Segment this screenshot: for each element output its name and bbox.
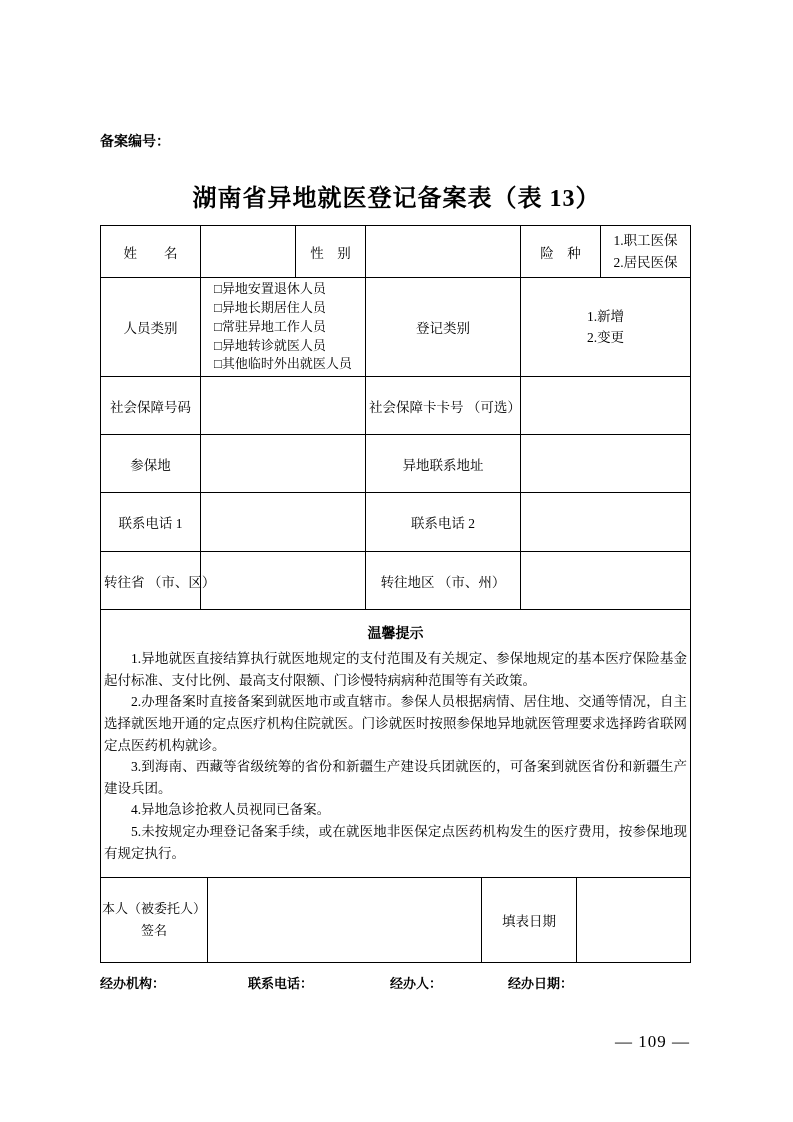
- insurance-option-resident: 2.居民医保: [613, 254, 678, 270]
- handling-info-line: [100, 973, 693, 991]
- remote-address-label: 异地联系地址: [366, 435, 521, 493]
- row-social-security: [101, 377, 691, 435]
- to-province-label: 转往省 （市、区）: [101, 552, 201, 610]
- checkbox-option-retired: □异地安置退休人员: [214, 281, 326, 296]
- signature-label-line1: 本人（被委托人）: [101, 901, 206, 917]
- name-label: 姓 名: [101, 226, 201, 278]
- insurance-option-employee: 1.职工医保: [613, 232, 678, 248]
- ssn-label: 社会保障号码: [101, 377, 201, 435]
- remote-address-value-cell: [521, 435, 691, 493]
- page-title: 湖南省异地就医登记备案表（表 13）: [192, 186, 601, 212]
- handler-label: 经办人：: [390, 976, 443, 991]
- fill-date-label: 填表日期: [482, 878, 577, 962]
- tips-item-5: 5.未按规定办理登记备案手续，或在就医地非医保定点医药机构发生的医疗费用，按参保地现有规定执行。: [104, 824, 687, 861]
- tips-item-1: 1.异地就医直接结算执行就医地规定的支付范围及有关规定、参保地规定的基本医疗保险基金起付标准、支付比例、最高支付限额、门诊慢特病病种范围等有关政策。: [104, 651, 687, 688]
- row-person-category: [101, 278, 691, 377]
- handling-org-label: 经办机构：: [100, 976, 166, 991]
- phone2-value-cell: [521, 493, 691, 552]
- phone1-value-cell: [201, 493, 366, 552]
- tips-item-3: 3.到海南、西藏等省级统筹的省份和新疆生产建设兵团就医的，可备案到就医省份和新疆生产建设兵团。: [104, 759, 687, 796]
- checkbox-option-stationed-worker: □常驻异地工作人员: [214, 318, 326, 334]
- signature-value-cell: [208, 878, 482, 962]
- phone1-label: 联系电话 1: [101, 493, 201, 552]
- insurance-type-options-cell: [601, 226, 691, 278]
- tips-item-4: 4.异地急诊抢救人员视同已备案。: [131, 802, 331, 818]
- fill-date-value-cell: [577, 878, 690, 962]
- ss-card-label: 社会保障卡卡号 （可选）: [366, 377, 521, 435]
- ss-card-value-cell: [521, 377, 691, 435]
- insured-place-label: 参保地: [101, 435, 201, 493]
- handling-date-label: 经办日期：: [508, 976, 574, 991]
- to-region-label: 转往地区 （市、州）: [366, 552, 521, 610]
- checkbox-option-referral: □异地转诊就医人员: [214, 337, 326, 353]
- signature-label: [101, 878, 208, 962]
- insured-place-value-cell: [201, 435, 366, 493]
- tips-cell: [101, 610, 691, 878]
- person-category-label: 人员类别: [101, 278, 201, 377]
- record-number-label: 备案编号：: [100, 135, 170, 150]
- phone2-label: 联系电话 2: [366, 493, 521, 552]
- signature-row-cell: [101, 878, 691, 963]
- gender-value-cell: [366, 226, 521, 278]
- register-category-label: 登记类别: [366, 278, 521, 377]
- ssn-value-cell: [201, 377, 366, 435]
- to-region-value-cell: [521, 552, 691, 610]
- person-category-options-cell: [201, 278, 366, 377]
- name-value-cell: [201, 226, 296, 278]
- checkbox-option-long-term-resident: □异地长期居住人员: [214, 299, 326, 315]
- signature-label-line2: 签名: [140, 923, 167, 939]
- register-option-change: 2.变更: [586, 330, 625, 346]
- register-category-options-cell: [521, 278, 691, 377]
- checkbox-option-other-temporary: □其他临时外出就医人员: [214, 356, 352, 372]
- row-phones: [101, 493, 691, 552]
- contact-phone-label: 联系电话：: [248, 976, 314, 991]
- registration-form-table: [100, 225, 691, 963]
- tips-title: 温馨提示: [367, 627, 424, 643]
- tips-item-2: 2.办理备案时直接备案到就医地市或直辖市。参保人员根据病情、居住地、交通等情况，自主选择就医地开通的定点医疗机构住院就医。门诊就医时按照参保地异地就医管理要求选择跨省联网定点医药机构就诊。: [104, 694, 687, 753]
- gender-label: 性 别: [296, 226, 366, 278]
- row-signature: [101, 878, 691, 963]
- row-name-gender-insurance: [101, 226, 691, 278]
- row-insured-place: [101, 435, 691, 493]
- insurance-type-label: 险 种: [521, 226, 601, 278]
- row-transfer-destination: [101, 552, 691, 610]
- row-tips: [101, 610, 691, 878]
- register-option-new: 1.新增: [586, 308, 625, 324]
- to-province-value-cell: [201, 552, 366, 610]
- page-number: — 109 —: [615, 1032, 690, 1051]
